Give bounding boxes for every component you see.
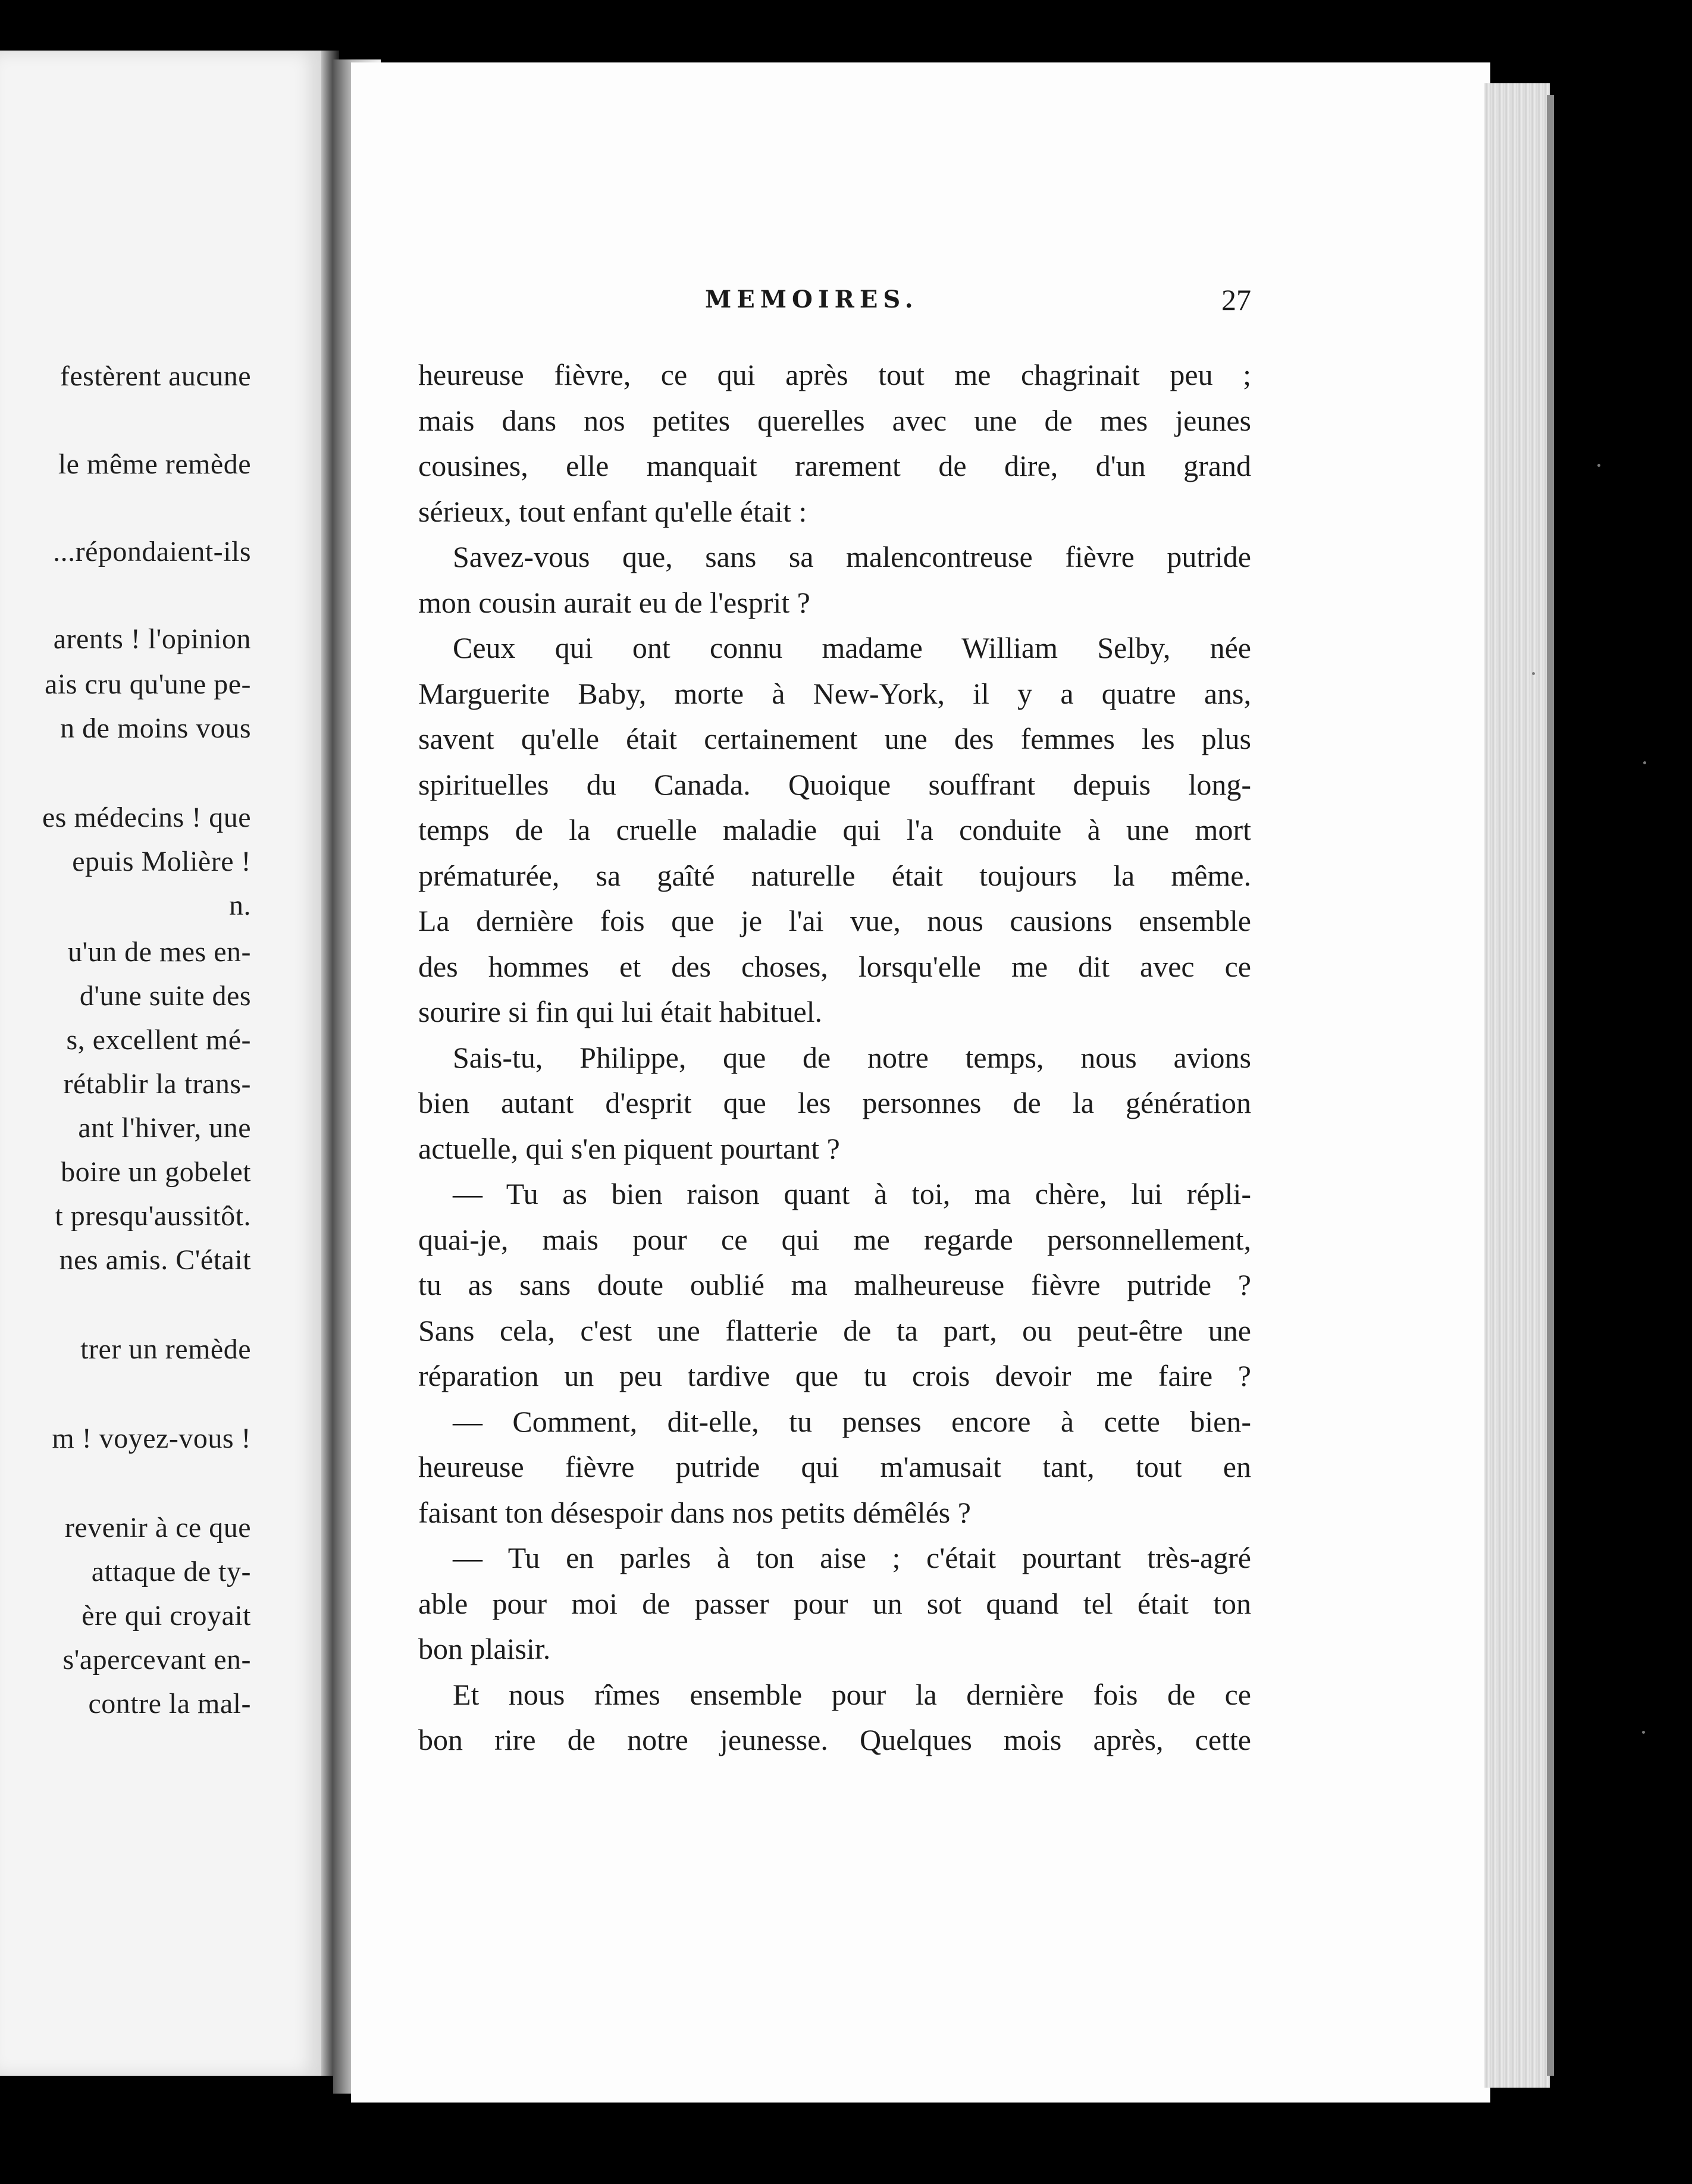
text-line: Marguerite Baby, morte à New-York, il y a quatre ans, (418, 676, 1251, 710)
text-line: tu as sans doute oublié ma malheureuse fièvre putride ? (418, 1268, 1251, 1301)
left-page-line: attaque de ty- (91, 1556, 251, 1587)
left-page-line: n. (229, 890, 251, 921)
text-line: Sais-tu, Philippe, que de notre temps, nous avions (453, 1040, 1251, 1074)
left-page-line: boire un gobelet (61, 1156, 251, 1188)
page-body-text (418, 352, 1251, 1763)
text-line: Sans cela, c'est une flatterie de ta part, ou peut-être une (418, 1313, 1251, 1347)
scan-speck (1597, 464, 1600, 467)
page-stack-edge (1484, 83, 1550, 2088)
left-page-line: t presqu'aussitôt. (55, 1200, 251, 1232)
text-line: quai-je, mais pour ce qui me regarde personnellement, (418, 1222, 1251, 1256)
text-line: faisant ton désespoir dans nos petits démêlés ? (418, 1495, 971, 1529)
text-line: bon plaisir. (418, 1632, 551, 1665)
left-page-line: s'apercevant en- (62, 1644, 251, 1675)
text-line: actuelle, qui s'en piquent pourtant ? (418, 1131, 840, 1165)
text-line: Ceux qui ont connu madame William Selby, née (453, 631, 1251, 664)
text-line: Savez-vous que, sans sa malencontreuse fièvre putride (453, 540, 1251, 573)
scan-speck (1642, 1731, 1645, 1734)
text-line: mais dans nos petites querelles avec une de mes jeunes (418, 403, 1251, 437)
text-line: bon rire de notre jeunesse. Quelques mois après, cette (418, 1723, 1251, 1756)
text-line: heureuse fièvre putride qui m'amusait tant, tout en (418, 1450, 1251, 1483)
text-line: sérieux, tout enfant qu'elle était : (418, 494, 807, 528)
left-page-line: es médecins ! que (42, 802, 251, 833)
left-page-line: ais cru qu'une pe- (45, 669, 251, 700)
page-stack-shadow (1547, 95, 1554, 2076)
left-page (0, 51, 321, 2076)
left-page-line: trer un remède (80, 1333, 251, 1365)
left-page-line: m ! voyez-vous ! (52, 1423, 251, 1454)
text-line: savent qu'elle était certainement une des femmes les plus (418, 722, 1251, 755)
left-page-line: contre la mal- (88, 1688, 251, 1719)
left-page-line: epuis Molière ! (72, 846, 251, 877)
text-line: Et nous rîmes ensemble pour la dernière fois de ce (453, 1677, 1251, 1711)
left-page-line: nes amis. C'était (59, 1244, 251, 1276)
left-page-line: le même remède (58, 448, 251, 480)
left-page-line: n de moins vous (60, 713, 251, 744)
text-line: bien autant d'esprit que les personnes de la génération (418, 1086, 1251, 1119)
text-line: — Comment, dit-elle, tu penses encore à cette bien- (453, 1404, 1251, 1438)
left-page-line: rétablir la trans- (63, 1068, 251, 1100)
text-line: des hommes et des choses, lorsqu'elle me dit avec ce (418, 949, 1251, 983)
running-head-title: MEMOIRES. (705, 285, 919, 313)
left-page-line: arents ! l'opinion (53, 623, 251, 655)
scan-speck (1643, 761, 1646, 764)
text-line: — Tu en parles à ton aise ; c'était pourtant très-agré (453, 1541, 1251, 1574)
text-line: spirituelles du Canada. Quoique souffrant depuis long- (418, 767, 1251, 801)
text-line: mon cousin aurait eu de l'esprit ? (418, 585, 810, 619)
text-line: La dernière fois que je l'ai vue, nous causions ensemble (418, 904, 1251, 937)
scan-speck (1532, 672, 1535, 675)
page-number: 27 (1221, 283, 1251, 316)
left-page-line: ère qui croyait (82, 1600, 251, 1631)
left-page-line: ant l'hiver, une (78, 1112, 251, 1144)
text-line: temps de la cruelle maladie qui l'a conduite à une mort (418, 813, 1251, 846)
left-page-line: u'un de mes en- (67, 936, 251, 968)
text-line: able pour moi de passer pour un sot quand tel était ton (418, 1586, 1251, 1620)
text-line: — Tu as bien raison quant à toi, ma chère, lui répli- (453, 1177, 1251, 1210)
left-page-line: festèrent aucune (59, 360, 251, 392)
text-line: sourire si fin qui lui était habituel. (418, 995, 823, 1028)
left-page-line: s, excellent mé- (66, 1024, 251, 1056)
left-page-line: d'une suite des (79, 980, 251, 1012)
text-line: heureuse fièvre, ce qui après tout me chagrinait peu ; (418, 358, 1251, 391)
left-page-line: ...répondaient-ils (53, 536, 251, 567)
left-page-line: revenir à ce que (64, 1512, 251, 1543)
text-line: cousines, elle manquait rarement de dire, d'un grand (418, 449, 1251, 482)
text-line: prématurée, sa gaîté naturelle était toujours la même. (418, 858, 1251, 892)
text-line: réparation un peu tardive que tu crois devoir me faire ? (418, 1359, 1251, 1392)
